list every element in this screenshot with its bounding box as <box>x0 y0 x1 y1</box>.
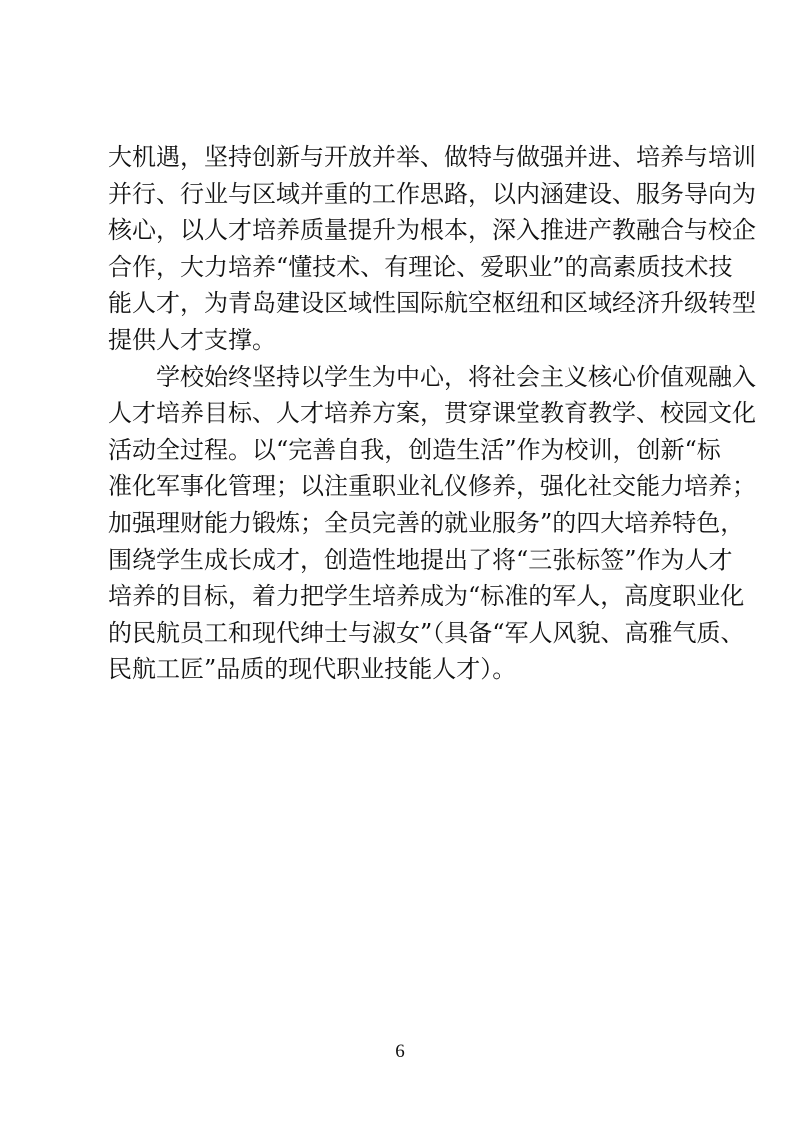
text-line: 加强理财能力锻炼；全员完善的就业服务”的四大培养特色， <box>108 508 745 537</box>
text-line: 准化军事化管理；以注重职业礼仪修养，强化社交能力培养； <box>108 472 756 501</box>
text-line: 能人才，为青岛建设区域性国际航空枢纽和区域经济升级转型 <box>108 289 756 318</box>
text-line: 围绕学生成长成才，创造性地提出了将“三张标签”作为人才 <box>108 545 733 574</box>
text-line: 合作，大力培养“懂技术、有理论、爱职业”的高素质技术技 <box>108 252 733 281</box>
paragraph-2 <box>108 359 756 688</box>
text-line: 培养的目标，着力把学生培养成为“标准的军人，高度职业化 <box>108 582 745 611</box>
text-line: 活动全过程。以“完善自我，创造生活”作为校训，创新“标 <box>108 435 721 464</box>
text-line: 人才培养目标、人才培养方案，贯穿课堂教育教学、校园文化 <box>108 399 756 428</box>
text-line: 的民航员工和现代绅士与淑女”（具备“军人风貌、高雅气质、 <box>108 618 745 647</box>
page-number: 6 <box>395 1041 405 1062</box>
text-line: 民航工匠”品质的现代职业技能人才）。 <box>108 655 517 684</box>
text-line: 学校始终坚持以学生为中心，将社会主义核心价值观融入 <box>156 362 756 391</box>
paragraph-1 <box>108 139 756 359</box>
body-text <box>108 139 756 688</box>
text-line: 并行、行业与区域并重的工作思路，以内涵建设、服务导向为 <box>108 179 756 208</box>
text-line: 大机遇，坚持创新与开放并举、做特与做强并进、培养与培训 <box>108 143 756 171</box>
text-line: 核心，以人才培养质量提升为根本，深入推进产教融合与校企 <box>108 216 756 245</box>
text-line: 提供人才支撑。 <box>108 325 276 354</box>
